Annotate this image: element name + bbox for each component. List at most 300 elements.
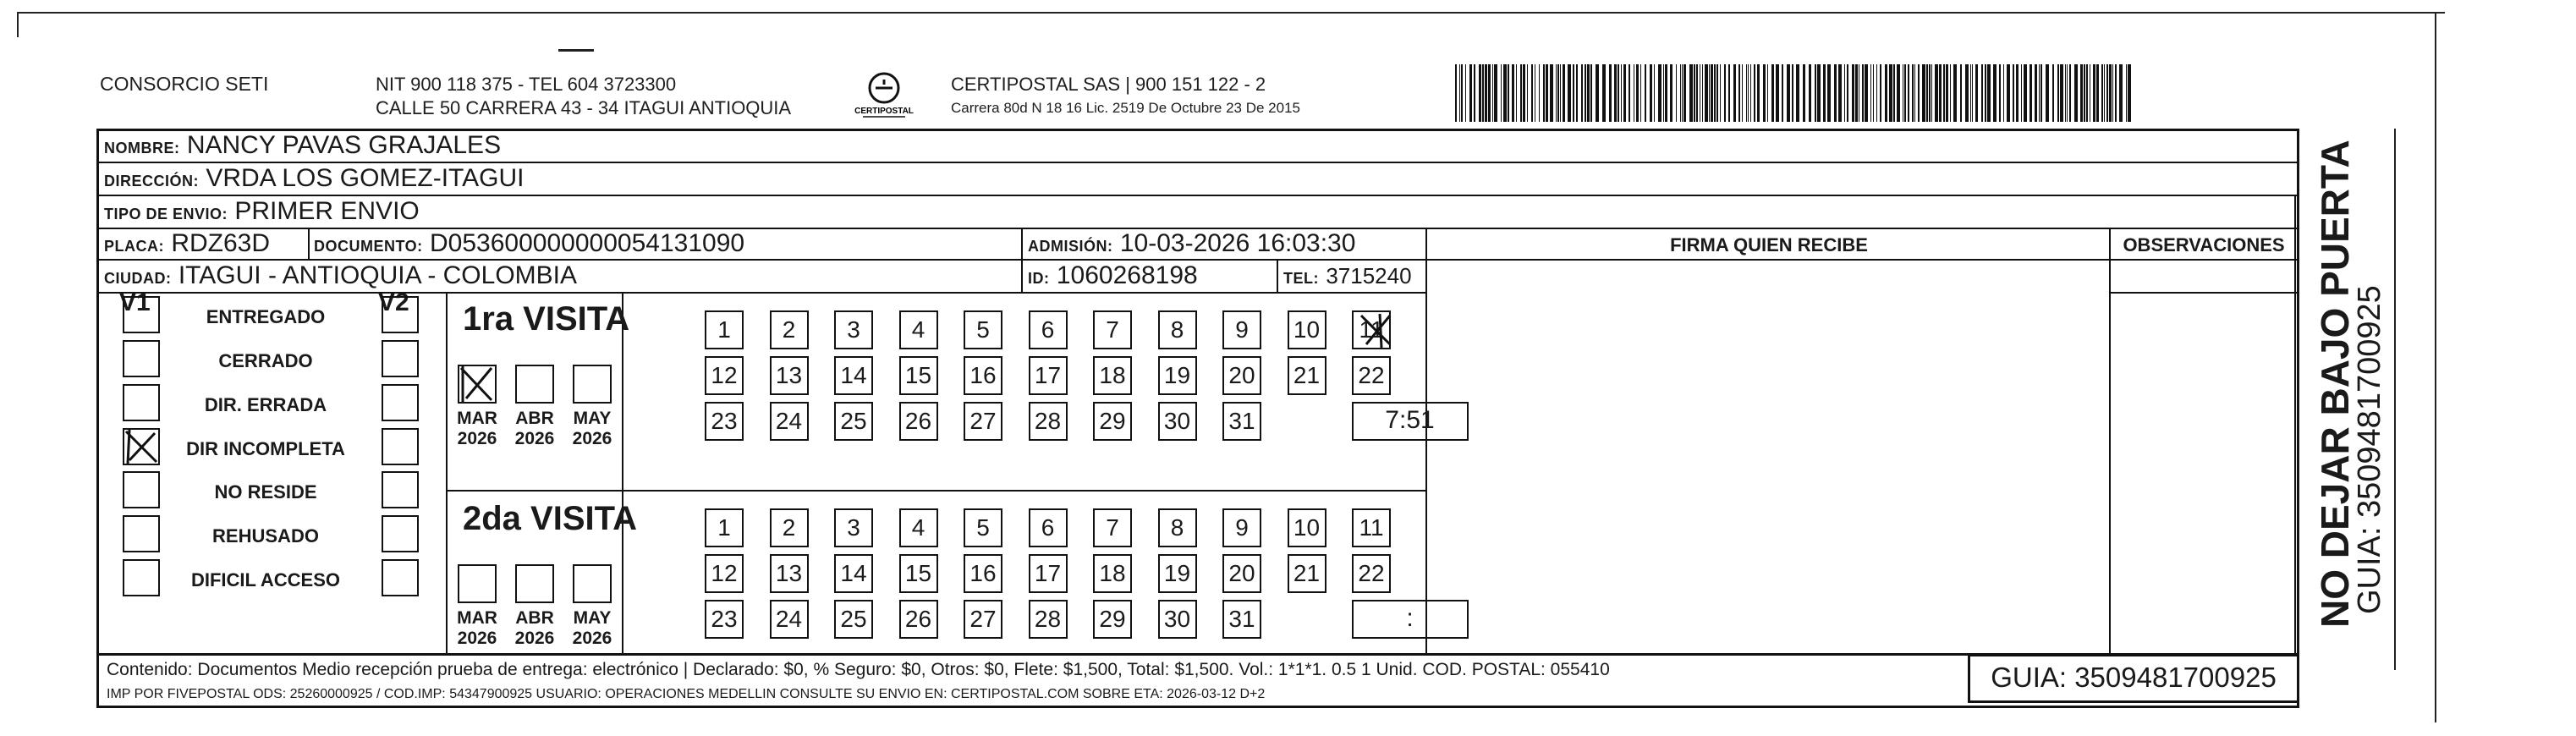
barcode-bar <box>1556 64 1557 122</box>
first-visit-day-box[interactable]: 9 <box>1222 310 1261 349</box>
col-divider <box>1277 259 1278 292</box>
first-visit-day-box[interactable]: 12 <box>705 356 744 395</box>
barcode-bar <box>1904 64 1906 122</box>
barcode-bar <box>1865 64 1868 122</box>
first-visit-day-box[interactable]: 7 <box>1093 310 1132 349</box>
barcode-bar <box>1640 64 1641 122</box>
month-label <box>508 608 561 649</box>
month-year: 2026 <box>457 429 497 448</box>
row-divider <box>99 162 2297 163</box>
admision-label: ADMISIÓN: <box>1028 238 1113 255</box>
barcode-bar <box>1702 64 1703 122</box>
barcode-bar <box>1960 64 1962 122</box>
first-visit-day-box[interactable]: 11 <box>1352 310 1391 349</box>
status-label: ENTREGADO <box>206 306 326 327</box>
month-year: 2026 <box>514 629 555 648</box>
barcode-bar <box>1720 64 1721 122</box>
barcode-bar <box>1527 64 1528 122</box>
row-divider <box>99 259 1427 261</box>
barcode-bar <box>2007 64 2010 122</box>
barcode-bar <box>2074 64 2078 122</box>
barcode-bar <box>2021 64 2022 122</box>
barcode-bar <box>2109 64 2112 122</box>
barcode-bar <box>1985 64 1986 122</box>
row-divider <box>446 490 1427 492</box>
second-visit-day-box[interactable]: 22 <box>1352 554 1391 593</box>
barcode-bar <box>1714 64 1716 122</box>
second-visit-day-box[interactable]: 19 <box>1158 554 1197 593</box>
barcode-bar <box>1485 64 1487 122</box>
barcode-bar <box>1862 64 1864 122</box>
first-visit-day-box[interactable]: 16 <box>964 356 1002 395</box>
second-visit-day-box[interactable]: 25 <box>834 600 873 639</box>
barcode-bar <box>1776 64 1779 122</box>
second-visit-day-box[interactable]: 26 <box>899 600 938 639</box>
barcode-bar <box>1670 64 1672 122</box>
barcode-bar <box>1885 64 1887 122</box>
barcode-bar <box>1581 64 1583 122</box>
second-visit-day-box[interactable]: 21 <box>1288 554 1326 593</box>
barcode-bar <box>1689 64 1693 122</box>
barcode-bar <box>1618 64 1619 122</box>
documento-label: DOCUMENTO: <box>314 238 423 255</box>
barcode-bar <box>1897 64 1900 122</box>
id-value: 1060268198 <box>1056 261 1198 289</box>
second-visit-day-box[interactable]: 16 <box>964 554 1002 593</box>
second-visit-day-box[interactable]: 12 <box>705 554 744 593</box>
barcode-bar <box>1676 64 1677 122</box>
second-visit-day-box[interactable]: 23 <box>705 600 744 639</box>
barcode-bar <box>1563 64 1565 122</box>
ciudad-value: ITAGUI - ANTIOQUIA - COLOMBIA <box>178 261 578 289</box>
barcode-bar <box>1587 64 1590 122</box>
ciudad-label: CIUDAD: <box>104 270 172 287</box>
barcode-bar <box>1546 64 1548 122</box>
barcode-bar <box>1782 64 1783 122</box>
logo-text: CERTIPOSTAL <box>854 107 914 116</box>
month-name: MAR <box>457 608 497 628</box>
first-visit-day-box[interactable]: 15 <box>899 356 938 395</box>
barcode-bar <box>1922 64 1925 122</box>
barcode-bar <box>1965 64 1969 122</box>
barcode-bar <box>1953 64 1957 122</box>
first-visit-day-box[interactable]: 18 <box>1093 356 1132 395</box>
barcode-bar <box>2046 64 2049 122</box>
second-visit-day-box[interactable]: 5 <box>964 508 1002 547</box>
barcode-bar <box>1876 64 1877 122</box>
page-right-edge <box>2435 12 2436 722</box>
barcode-bar <box>1912 64 1914 122</box>
barcode-bar <box>1767 64 1768 122</box>
barcode-bar <box>1893 64 1895 122</box>
v2-status-checkbox[interactable] <box>382 428 419 465</box>
col-divider <box>446 292 448 656</box>
barcode-bar <box>1512 64 1514 122</box>
barcode-bar <box>1970 64 1971 122</box>
footer-content-line: Contenido: Documentos Medio recepción prueba de entrega: electrónico | Declarado: $0, % Seguro: $0, Otros: $0, Flete: $1,500, Total: $1,500. Vol.: 1*1*1. 0.5 1 Unid. COD. POSTAL: 055410 <box>107 660 1610 679</box>
placa-field <box>104 229 270 258</box>
second-visit-day-box[interactable]: 6 <box>1029 508 1068 547</box>
tel-label: TEL: <box>1283 270 1319 287</box>
first-visit-day-box[interactable]: 20 <box>1222 356 1261 395</box>
second-visit-day-box[interactable]: 13 <box>770 554 809 593</box>
first-visit-day-box[interactable]: 28 <box>1029 402 1068 441</box>
barcode-bar <box>1834 64 1837 122</box>
barcode-bar <box>1550 64 1553 122</box>
second-visit-day-box[interactable]: 28 <box>1029 600 1068 639</box>
status-label: CERRADO <box>218 350 313 371</box>
first-visit-day-box[interactable]: 23 <box>705 402 744 441</box>
barcode-bar <box>1636 64 1639 122</box>
second-visit-day-box[interactable]: 18 <box>1093 554 1132 593</box>
tel-field <box>1283 261 1412 290</box>
status-label: REHUSADO <box>212 525 319 547</box>
v1-status-checkbox[interactable] <box>123 471 160 508</box>
second-visit-day-box[interactable]: 20 <box>1222 554 1261 593</box>
first-visit-month-checkbox[interactable] <box>458 365 497 404</box>
first-visit-day-box[interactable]: 10 <box>1288 310 1326 349</box>
barcode-bar <box>2003 64 2004 122</box>
first-visit-day-box[interactable]: 24 <box>770 402 809 441</box>
v2-status-checkbox[interactable] <box>382 559 419 596</box>
second-visit-day-box[interactable]: 31 <box>1222 600 1261 639</box>
certipostal-logo <box>854 69 914 122</box>
barcode-bar <box>2060 64 2063 122</box>
barcode-bar <box>1523 64 1525 122</box>
month-year: 2026 <box>457 629 497 648</box>
first-visit-month-checkbox[interactable] <box>515 365 554 404</box>
barcode-bar <box>1950 64 1951 122</box>
row-divider <box>2109 292 2297 294</box>
barcode-bar <box>1705 64 1708 122</box>
admision-value: 10-03-2026 16:03:30 <box>1119 229 1356 257</box>
second-visit-day-box[interactable]: 8 <box>1158 508 1197 547</box>
first-visit-time-box[interactable]: 7:51 <box>1352 402 1469 441</box>
barcode-bar <box>2101 64 2103 122</box>
barcode-bar <box>1943 64 1945 122</box>
barcode-bar <box>1503 64 1507 122</box>
barcode-bar <box>1683 64 1686 122</box>
company-name: CONSORCIO SETI <box>100 73 269 95</box>
barcode-bar <box>1650 64 1652 122</box>
barcode-bar <box>1543 64 1545 122</box>
first-visit-day-box[interactable]: 2 <box>770 310 809 349</box>
placa-value: RDZ63D <box>171 229 271 257</box>
barcode-bar <box>1880 64 1881 122</box>
second-visit-day-box[interactable]: 17 <box>1029 554 1068 593</box>
status-label: DIFICIL ACCESO <box>190 569 340 590</box>
barcode-bar <box>1935 64 1938 122</box>
barcode-bar <box>1654 64 1655 122</box>
barcode-bar <box>2016 64 2019 122</box>
admision-field <box>1028 229 1355 258</box>
second-visit-month-checkbox[interactable] <box>515 564 554 603</box>
v2-status-checkbox[interactable] <box>382 340 419 377</box>
col-divider <box>1021 228 1023 292</box>
first-visit-day-box[interactable]: 14 <box>834 356 873 395</box>
barcode-bar <box>1461 64 1463 122</box>
barcode-bar <box>2093 64 2095 122</box>
barcode-bar <box>1889 64 1892 122</box>
barcode-bar <box>2080 64 2083 122</box>
second-visit-day-box[interactable]: 15 <box>899 554 938 593</box>
barcode-bar <box>1815 64 1816 122</box>
barcode-bar <box>1746 64 1747 122</box>
month-name: ABR <box>515 608 554 628</box>
first-visit-day-box[interactable]: 6 <box>1029 310 1068 349</box>
barcode-bar <box>1993 64 1997 122</box>
first-visit-day-box[interactable]: 4 <box>899 310 938 349</box>
second-visit-day-box[interactable]: 10 <box>1288 508 1326 547</box>
barcode-bar <box>1855 64 1858 122</box>
barcode-bar <box>2126 64 2127 122</box>
tel-value: 3715240 <box>1326 263 1412 288</box>
month-year: 2026 <box>572 429 612 448</box>
footer-guia: GUIA: 3509481700925 <box>1968 654 2299 703</box>
barcode-bar <box>1516 64 1517 122</box>
barcode-bar <box>1796 64 1799 122</box>
barcode-bar <box>2096 64 2099 122</box>
first-visit-month-checkbox[interactable] <box>573 365 612 404</box>
barcode-bar <box>1946 64 1948 122</box>
month-label <box>451 608 503 649</box>
month-name: ABR <box>515 409 554 428</box>
barcode-bar <box>1665 64 1667 122</box>
barcode-bar <box>1602 64 1606 122</box>
barcode-bar <box>1479 64 1481 122</box>
second-visit-day-box[interactable]: 24 <box>770 600 809 639</box>
barcode-bar <box>1738 64 1740 122</box>
barcode-bar <box>2084 64 2085 122</box>
barcode-bar <box>1560 64 1561 122</box>
page-top-edge <box>17 12 2445 14</box>
barcode-bar <box>1823 64 1826 122</box>
barcode-bar <box>1508 64 1509 122</box>
second-visit-day-box[interactable]: 11 <box>1352 508 1391 547</box>
month-name: MAR <box>457 409 497 428</box>
stray-mark <box>558 49 594 52</box>
tipo-envio-value: PRIMER ENVIO <box>234 197 420 225</box>
barcode-bar <box>2119 64 2123 122</box>
second-visit-title: 2da VISITA <box>463 500 637 537</box>
col-divider <box>2294 195 2296 656</box>
first-visit-day-box[interactable]: 3 <box>834 310 873 349</box>
barcode-bar <box>1482 64 1484 122</box>
second-visit-day-box[interactable]: 7 <box>1093 508 1132 547</box>
side-warning: NO DEJAR BAJO PUERTA <box>2313 140 2357 628</box>
first-visit-day-box[interactable]: 5 <box>964 310 1002 349</box>
v1-status-checkbox[interactable] <box>123 340 160 377</box>
barcode-bar <box>1809 64 1811 122</box>
barcode-bar <box>1614 64 1617 122</box>
tipo-envio-field <box>104 197 420 226</box>
barcode-bar <box>1576 64 1578 122</box>
barcode-bar <box>1787 64 1790 122</box>
firma-header: FIRMA QUIEN RECIBE <box>1670 234 1868 255</box>
barcode-bar <box>1792 64 1793 122</box>
first-visit-day-box[interactable]: 30 <box>1158 402 1197 441</box>
barcode-bar <box>1847 64 1848 122</box>
second-visit-day-box[interactable]: 2 <box>770 508 809 547</box>
v2-status-checkbox[interactable] <box>382 471 419 508</box>
barcode-bar <box>1914 64 1915 122</box>
nombre-field <box>104 131 501 160</box>
row-divider <box>1427 259 2297 261</box>
v1-status-checkbox[interactable] <box>123 559 160 596</box>
carrier-info <box>951 73 1300 120</box>
first-visit-day-box[interactable]: 13 <box>770 356 809 395</box>
barcode-bar <box>2106 64 2108 122</box>
barcode-bar <box>1658 64 1661 122</box>
second-visit-day-box[interactable]: 14 <box>834 554 873 593</box>
status-label: DIR. ERRADA <box>204 394 327 415</box>
first-visit-day-box[interactable]: 1 <box>705 310 744 349</box>
col-divider <box>1425 228 1427 656</box>
month-name: MAY <box>573 608 612 628</box>
barcode-bar <box>1771 64 1774 122</box>
barcode-bar <box>2104 64 2105 122</box>
second-visit-day-box[interactable]: 4 <box>899 508 938 547</box>
row-divider <box>99 292 1427 294</box>
barcode-bar <box>2057 64 2059 122</box>
barcode-bar <box>1680 64 1681 122</box>
second-visit-day-box[interactable]: 27 <box>964 600 1002 639</box>
month-label <box>451 409 503 449</box>
second-visit-day-box[interactable]: 29 <box>1093 600 1132 639</box>
barcode-bar <box>1694 64 1695 122</box>
barcode-bar <box>2069 64 2071 122</box>
second-visit-time-box[interactable]: : <box>1352 600 1469 639</box>
barcode-bar <box>1520 64 1522 122</box>
first-visit-day-box[interactable]: 19 <box>1158 356 1197 395</box>
v2-status-checkbox[interactable] <box>382 515 419 552</box>
barcode-bar <box>1999 64 2001 122</box>
barcode-bar <box>1465 64 1466 122</box>
first-visit-day-box[interactable]: 25 <box>834 402 873 441</box>
second-visit-day-box[interactable]: 1 <box>705 508 744 547</box>
carrier-line: CERTIPOSTAL SAS | 900 151 122 - 2 <box>951 74 1266 95</box>
v1-status-checkbox[interactable] <box>123 428 160 465</box>
tipo-envio-label: TIPO DE ENVIO: <box>104 206 228 222</box>
barcode-bar <box>2128 64 2131 122</box>
side-divider <box>2394 129 2396 670</box>
id-field <box>1028 261 1198 290</box>
second-visit-day-box[interactable]: 30 <box>1158 600 1197 639</box>
month-year: 2026 <box>514 429 555 448</box>
barcode-bar <box>2086 64 2088 122</box>
first-visit-day-box[interactable]: 17 <box>1029 356 1068 395</box>
carrier-license: Carrera 80d N 18 16 Lic. 2519 De Octubre 23 De 2015 <box>951 100 1300 116</box>
barcode-bar <box>1488 64 1491 122</box>
col-divider <box>622 292 623 656</box>
first-visit-title: 1ra VISITA <box>463 300 630 338</box>
barcode-bar <box>1852 64 1854 122</box>
barcode-bar <box>1501 64 1502 122</box>
v1-status-checkbox[interactable] <box>123 515 160 552</box>
barcode-bar <box>1972 64 1973 122</box>
form-frame <box>96 129 2299 656</box>
second-visit-day-box[interactable]: 9 <box>1222 508 1261 547</box>
barcode-bar <box>1838 64 1842 122</box>
barcode-bar <box>2035 64 2037 122</box>
month-name: MAY <box>573 409 612 428</box>
first-visit-day-box[interactable]: 8 <box>1158 310 1197 349</box>
barcode-bar <box>1931 64 1932 122</box>
barcode-bar <box>1494 64 1497 122</box>
barcode-bar <box>2115 64 2117 122</box>
barcode-bar <box>1459 64 1460 122</box>
first-visit-day-box[interactable]: 29 <box>1093 402 1132 441</box>
barcode-bar <box>1929 64 1931 122</box>
second-visit-month-checkbox[interactable] <box>573 564 612 603</box>
barcode-bar <box>1696 64 1698 122</box>
v1-status-checkbox[interactable] <box>123 296 160 333</box>
second-visit-day-box[interactable]: 3 <box>834 508 873 547</box>
barcode-bar <box>1733 64 1736 122</box>
direccion-value: VRDA LOS GOMEZ-ITAGUI <box>206 164 525 192</box>
barcode-bar <box>1711 64 1713 122</box>
barcode-bar <box>1455 64 1457 122</box>
barcode-bar <box>1757 64 1760 122</box>
barcode-bar <box>2029 64 2032 122</box>
nombre-label: NOMBRE: <box>104 140 180 157</box>
barcode-bar <box>2039 64 2040 122</box>
v1-header: V1 <box>119 288 151 316</box>
direccion-field <box>104 164 525 193</box>
barcode-bar <box>1817 64 1821 122</box>
barcode-bar <box>2052 64 2054 122</box>
barcode-bar <box>2065 64 2066 122</box>
nombre-value: NANCY PAVAS GRAJALES <box>186 131 502 159</box>
barcode-bar <box>1596 64 1599 122</box>
ciudad-field <box>104 261 577 290</box>
documento-value: D053600000000054131090 <box>430 229 745 257</box>
barcode-bar <box>1629 64 1630 122</box>
v2-header: V2 <box>378 288 409 316</box>
first-visit-day-box[interactable]: 27 <box>964 402 1002 441</box>
barcode-bar <box>1750 64 1751 122</box>
barcode-bar <box>1827 64 1831 122</box>
footer-print-line: IMP POR FIVEPOSTAL ODS: 25260000925 / COD.IMP: 54347900925 USUARIO: OPERACIONES MEDELLIN CONSULTE SU ENVIO EN: CERTIPOSTAL.COM SOBRE ETA: 2026-03-12 D+2 <box>107 687 1266 701</box>
barcode-bar <box>1474 64 1475 122</box>
barcode-bar <box>1531 64 1533 122</box>
second-visit-month-checkbox[interactable] <box>458 564 497 603</box>
page-left-edge <box>17 12 19 37</box>
address-line: CALLE 50 CARRERA 43 - 34 ITAGUI ANTIOQUIA <box>376 97 792 118</box>
barcode-bar <box>1918 64 1920 122</box>
observaciones-header: OBSERVACIONES <box>2123 234 2285 255</box>
barcode-bar <box>1742 64 1743 122</box>
company-info <box>376 73 791 120</box>
row-divider <box>99 195 2297 196</box>
barcode-bar <box>1568 64 1571 122</box>
first-visit-day-box[interactable]: 31 <box>1222 402 1261 441</box>
v2-status-checkbox[interactable] <box>382 296 419 333</box>
barcode-bar <box>1469 64 1472 122</box>
v2-status-checkbox[interactable] <box>382 384 419 421</box>
month-label <box>508 409 561 449</box>
v1-status-checkbox[interactable] <box>123 384 160 421</box>
barcode-bar <box>1939 64 1942 122</box>
barcode-bar <box>2013 64 2014 122</box>
barcode-bar <box>1981 64 1983 122</box>
first-visit-day-box[interactable]: 26 <box>899 402 938 441</box>
barcode-bar <box>1716 64 1718 122</box>
first-visit-day-box[interactable]: 22 <box>1352 356 1391 395</box>
first-visit-day-box[interactable]: 21 <box>1288 356 1326 395</box>
barcode-bar <box>1724 64 1726 122</box>
barcode-bar <box>1682 64 1683 122</box>
